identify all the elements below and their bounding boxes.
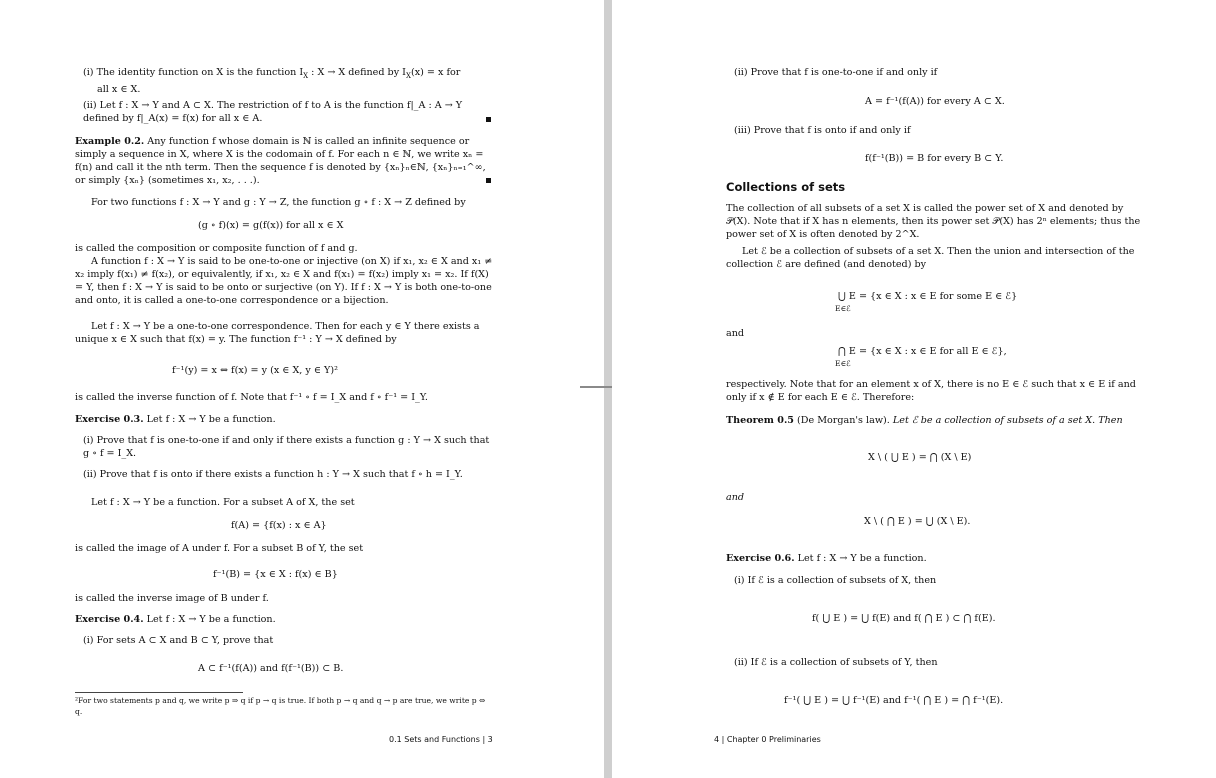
preimage-formula: f⁻¹(B) = {x ∈ X : f(x) ∈ B} [213,569,338,580]
example-text: Any function f whose domain is ℕ is called an infinite sequence or simply a sequence in X, where X is the codomain of f. For each n ∈ ℕ, we write xₙ = f(n) and call it the nth term. Then the sequence f is denoted by {xₙ}ₙ∈ℕ, {xₙ}ₙ₌₁^∞, or simply {xₙ} (sometimes x₁, x₂, . . .). [75,136,486,186]
definition-identity: (i) The identity function on X is the function $I_X$ : X → X defined by $I_X(x) = x$ for all x ∈ X. [83,67,461,95]
intersection-subscript: E∈ℰ [835,359,851,368]
composition-intro: For two functions f : X → Y and g : Y → Z, the function g ∘ f : X → Z defined by [91,197,466,208]
demorgan-formula-2: X \ ( ⋂ E ) = ⋃ (X \ E). [864,516,971,527]
inverse-paragraph: Let f : X → Y be a one-to-one correspondence. Then for each y ∈ Y there exists a unique x ∈ X such that f(x) = y. The function f⁻¹ : Y → X defined by [75,321,480,345]
definition-restriction: (ii) Let f : X → Y and A ⊂ X. The restriction of f to A is the function f|_A : A → Y defined by f|_A(x) = f(x) for all x ∈ A. [83,100,463,124]
composition-named: is called the composition or composite function of f and g. [75,243,358,254]
section-title: Collections of sets [726,180,846,194]
exercise-0-6-i-formula: f( ⋃ E ) = ⋃ f(E) and f( ⋂ E ) ⊂ ⋂ f(E). [812,613,996,624]
theorem-text: Let ℰ be a collection of subsets of a set X. Then [892,415,1123,426]
example-0-2 [75,135,493,187]
exercise-text: Let f : X → Y be a function. [146,414,276,425]
image-named: is called the image of A under f. For a subset B of Y, the set [75,543,364,554]
exercise-label: Exercise 0.6. [726,553,795,564]
image-intro: Let f : X → Y be a function. For a subset A of X, the set [91,497,355,508]
exercise-text: Let f : X → Y be a function. [797,553,927,564]
exercise-0-3-item-ii: (ii) Prove that f is onto if there exists a function h : Y → X such that f ∘ h = I_Y. [83,469,463,480]
preimage-named: is called the inverse image of B under f. [75,593,269,604]
page-gutter [604,0,612,778]
def-i-cont: all x ∈ X. [97,83,141,95]
demorgan-formula-1: X \ ( ⋃ E ) = ⋂ (X \ E) [868,452,972,463]
exercise-0-6-ii-formula: f⁻¹( ⋃ E ) = ⋃ f⁻¹(E) and f⁻¹( ⋂ E ) = ⋂ f⁻¹(E). [784,695,1004,706]
exercise-item-iii-formula: f(f⁻¹(B)) = B for every B ⊂ Y. [865,153,1004,164]
page-footer: 0.1 Sets and Functions | 3 [389,735,493,744]
power-set-paragraph: The collection of all subsets of a set X is called the power set of X and denoted by 𝒫(X). Note that if X has n elements, then its power set 𝒫(X) has 2ⁿ elements; thus the power set of X is often denoted by 2^X. [726,203,1141,240]
exercise-label: Exercise 0.4. [75,614,144,625]
example-label: Example 0.2. [75,136,145,147]
respectively-paragraph: respectively. Note that for an element x of X, there is no E ∈ ℰ such that x ∈ E if and only if x ∉ E for each E ∈ ℰ. Therefore: [726,379,1136,403]
exercise-0-4-formula: A ⊂ f⁻¹(f(A)) and f(f⁻¹(B)) ⊂ B. [198,663,344,674]
exercise-item-iii: (iii) Prove that f is onto if and only if [734,125,911,136]
exercise-text: Let f : X → Y be a function. [146,614,276,625]
and-label: and [726,328,745,339]
qed-square [486,178,491,183]
inverse-named: is called the inverse function of f. Note that f⁻¹ ∘ f = I_X and f ∘ f⁻¹ = I_Y. [75,392,428,403]
union-intro: Let ℰ be a collection of subsets of a set X. Then the union and intersection of the collection ℰ are defined (and denoted) by [726,246,1135,270]
exercise-0-6 [726,552,1146,565]
exercise-label: Exercise 0.3. [75,414,144,425]
exercise-item-ii: (ii) Prove that f is one-to-one if and only if [734,67,938,78]
intersection-formula: ⋂ E = {x ∈ X : x ∈ E for all E ∈ ℰ}, [838,346,1007,357]
page-footer: 4 | Chapter 0 Preliminaries [714,735,821,744]
exercise-0-3 [75,413,493,426]
union-subscript: E∈ℰ [835,304,851,313]
union-formula: ⋃ E = {x ∈ X : x ∈ E for some E ∈ ℰ} [838,291,1018,302]
exercise-item-ii-formula: A = f⁻¹(f(A)) for every A ⊂ X. [865,96,1005,107]
theorem-name: (De Morgan's law). [797,415,890,426]
def-i-text: (i) The identity function on X is the function I [83,67,304,78]
composition-formula: (g ∘ f)(x) = g(f(x)) for all x ∈ X [198,220,344,231]
exercise-0-6-item-i: (i) If ℰ is a collection of subsets of X, then [734,575,937,586]
exercise-0-4-item-i: (i) For sets A ⊂ X and B ⊂ Y, prove that [83,635,274,646]
exercise-0-4 [75,613,493,626]
injective-paragraph: A function f : X → Y is said to be one-to-one or injective (on X) if x₁, x₂ ∈ X and x₁ ≠ x₂ imply f(x₁) ≠ f(x₂), or equivalently, if x₁, x₂ ∈ X and f(x₁) = f(x₂) imply x₁ = x₂. If f(X) = Y, then f : X → Y is said to be onto or surjective (on Y). If f : X → Y is both one-to-one and onto, it is called a one-to-one correspondence or a bijection. [75,256,493,306]
demorgan-and: and [726,492,745,503]
image-formula: f(A) = {f(x) : x ∈ A} [231,520,327,531]
exercise-0-6-item-ii: (ii) If ℰ is a collection of subsets of Y, then [734,657,938,668]
left-page [0,0,604,778]
qed-square [486,117,491,122]
theorem-0-5 [726,414,1146,427]
inverse-formula: f⁻¹(y) = x ⇔ f(x) = y (x ∈ X, y ∈ Y)² [172,365,338,376]
footnote: ²For two statements p and q, we write p ⇒ q if p → q is true. If both p → q and q → p are true, we write p ⇔ q. [75,696,486,716]
theorem-label: Theorem 0.5 [726,415,794,426]
footnote-rule [75,692,243,693]
exercise-0-3-item-i: (i) Prove that f is one-to-one if and only if there exists a function g : Y → X such that g ∘ f = I_X. [83,435,490,459]
right-page [612,0,1216,778]
